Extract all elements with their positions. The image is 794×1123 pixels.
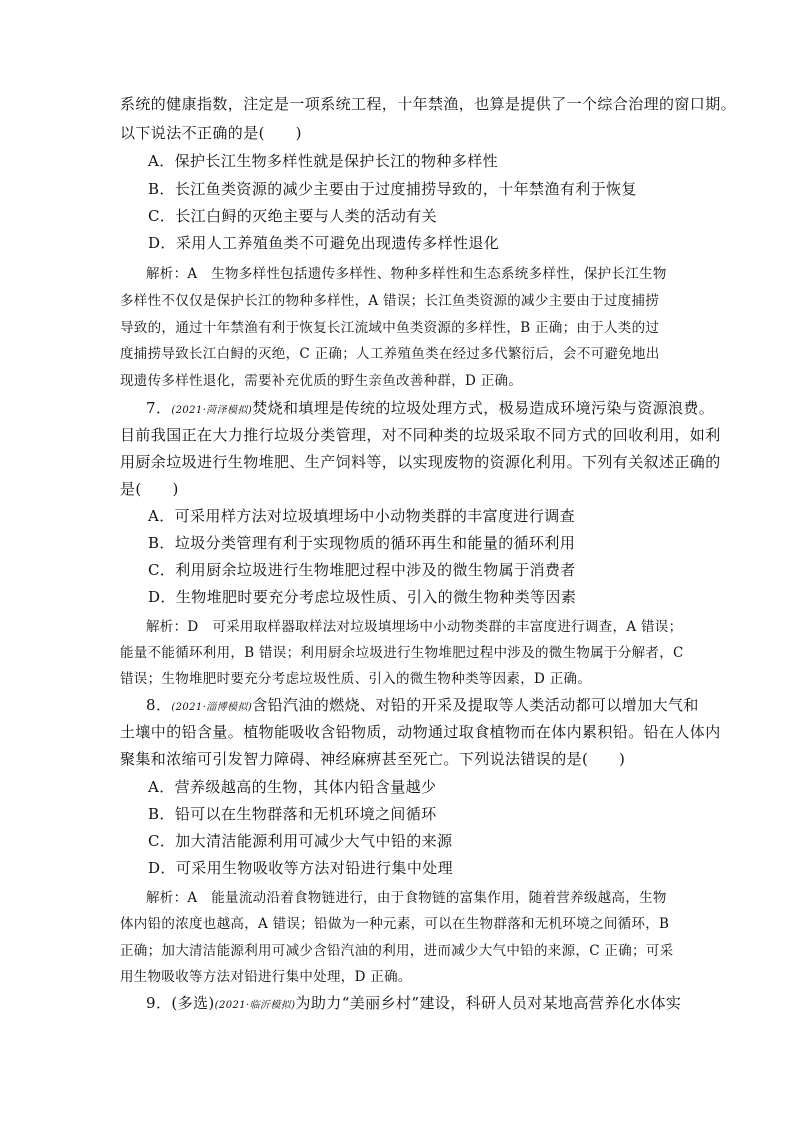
q6-option-a: A．保护长江生物多样性就是保护长江的物种多样性 [148, 152, 499, 170]
q7-explanation-line: 能量不能循环利用，B 错误；利用厨余垃圾进行生物堆肥过程中涉及的微生物属于分解者，C [120, 645, 684, 661]
q7-option-c: C．利用厨余垃圾进行生物堆肥过程中涉及的微生物属于消费者 [148, 561, 576, 579]
q8-explanation-line: 体内铅的浓度也越高，A 错误；铅做为一种元素，可以在生物群落和无机环境之间循环，B [120, 916, 670, 932]
q8-explanation-line: 正确；加大清洁能源利用可减少含铅汽油的利用，进而减少大气中铅的来源，C 正确；可采 [120, 943, 674, 959]
q7-explanation-line: 解析：D 可采用取样器取样法对垃圾填埋场中小动物类群的丰富度进行调查，A 错误； [146, 619, 683, 635]
q8-option-b: B．铅可以在生物群落和无机环境之间循环 [148, 805, 437, 823]
q6-option-b: B．长江鱼类资源的减少主要由于过度捕捞导致的，十年禁渔有利于恢复 [148, 180, 637, 198]
q6-stem-line: 以下说法不正确的是( ) [120, 124, 302, 142]
q7-stem-first-line [146, 397, 714, 418]
q8-stem-line: 聚集和浓缩可引发智力障碍、神经麻痹甚至死亡。下列说法错误的是( ) [120, 750, 626, 768]
q8-option-a: A．营养级越高的生物，其体内铅含量越少 [148, 778, 437, 796]
q6-option-d: D．采用人工养殖鱼类不可避免出现遗传多样性退化 [148, 234, 500, 252]
q7-stem-text: 焚烧和填埋是传统的垃圾处理方式，极易造成环境污染与资源浪费。 [252, 399, 715, 417]
q6-explanation-line: 现遗传多样性退化，需要补充优质的野生亲鱼改善种群，D 正确。 [120, 373, 523, 389]
q8-number: 8． [146, 696, 172, 714]
q7-stem-line: 是( ) [120, 480, 179, 498]
q8-explanation-line: 用生物吸收等方法对铅进行集中处理，D 正确。 [120, 969, 412, 985]
q8-stem-first-line [146, 694, 699, 715]
q7-source: (2021·菏泽模拟) [171, 405, 253, 416]
q9-stem-first-line [146, 992, 681, 1013]
q9-source: (2021·临沂模拟) [214, 1000, 296, 1011]
q6-stem-line: 系统的健康指数，注定是一项系统工程，十年禁渔，也算是提供了一个综合治理的窗口期。 [120, 95, 737, 113]
q8-explanation-line: 解析：A 能量流动沿着食物链进行，由于食物链的富集作用，随着营养级越高，生物 [146, 890, 667, 906]
q8-option-d: D．可采用生物吸收等方法对铅进行集中处理 [148, 859, 454, 877]
q7-stem-line: 用厨余垃圾进行生物堆肥、生产饲料等，以实现废物的资源化利用。下列有关叙述正确的 [120, 453, 721, 471]
q6-explanation-line: 导致的，通过十年禁渔有利于恢复长江流域中鱼类资源的多样性，B 正确；由于人类的过 [120, 320, 660, 336]
q7-explanation-line: 错误；生物堆肥时要充分考虑垃圾性质、引入的微生物种类等因素，D 正确。 [120, 671, 592, 687]
q7-option-b: B．垃圾分类管理有利于实现物质的循环再生和能量的循环利用 [148, 534, 576, 552]
q8-option-c: C．加大清洁能源利用可减少大气中铅的来源 [148, 832, 453, 850]
q6-explanation-line: 度捕捞导致长江白鲟的灭绝，C 正确；人工养殖鱼类在经过多代繁衍后，会不可避免地出 [120, 346, 660, 362]
q8-stem-text: 含铅汽油的燃烧、对铅的开采及提取等人类活动都可以增加大气和 [252, 696, 699, 714]
q6-explanation-line: 解析：A 生物多样性包括遗传多样性、物种多样性和生态系统多样性，保护长江生物 [146, 266, 667, 282]
q7-stem-line: 目前我国正在大力推行垃圾分类管理，对不同种类的垃圾采取不同方式的回收利用，如利 [120, 426, 721, 444]
q8-stem-line: 土壤中的铅含量。植物能吸收含铅物质，动物通过取食植物而在体内累积铅。铅在人体内 [120, 723, 721, 741]
q8-source: (2021·淄博模拟) [171, 702, 253, 713]
q6-explanation-line: 多样性不仅仅是保护长江的物种多样性，A 错误；长江鱼类资源的减少主要由于过度捕捞 [120, 293, 660, 309]
q9-stem-text: 为助力“美丽乡村”建设，科研人员对某地高营养化水体实 [295, 994, 682, 1012]
q7-number: 7． [146, 399, 172, 417]
q6-option-c: C．长江白鲟的灭绝主要与人类的活动有关 [148, 207, 438, 225]
q7-option-a: A．可采用样方法对垃圾填埋场中小动物类群的丰富度进行调查 [148, 507, 576, 525]
q9-number: 9． [146, 994, 172, 1012]
q7-option-d: D．生物堆肥时要充分考虑垃圾性质、引入的微生物种类等因素 [148, 588, 577, 606]
q9-prefix: (多选) [171, 994, 215, 1012]
